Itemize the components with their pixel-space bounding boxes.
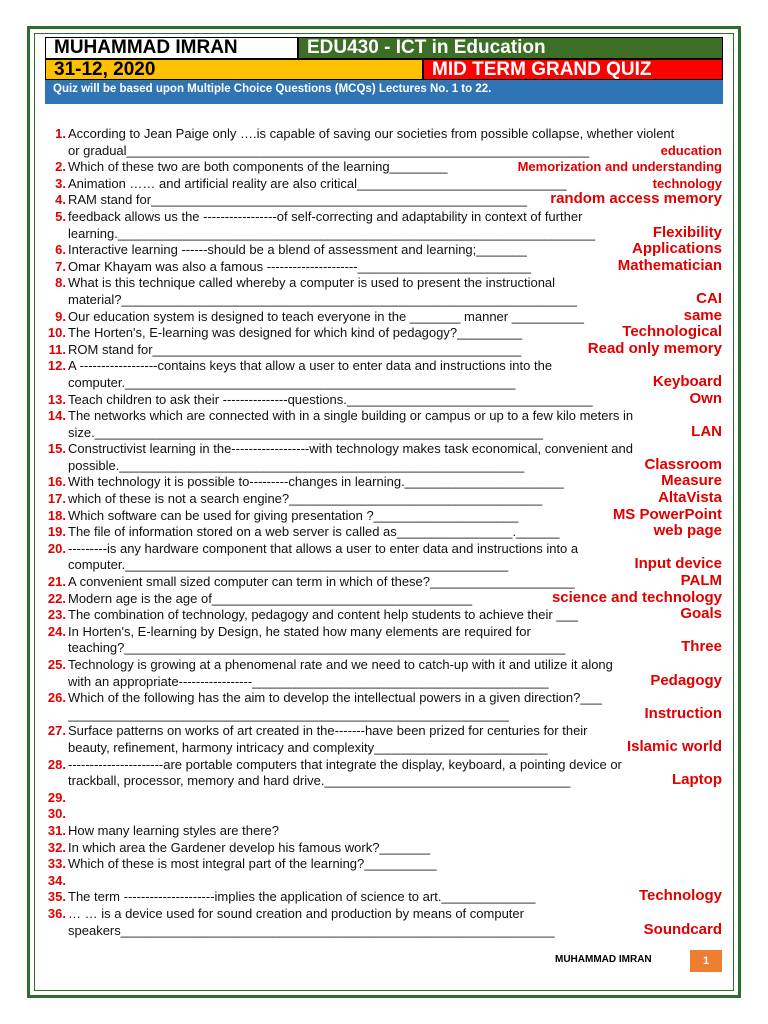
footer-author: MUHAMMAD IMRAN (555, 954, 652, 965)
answer-text: same (683, 306, 722, 324)
question-number: 4. (55, 192, 66, 208)
question-item (40, 690, 726, 723)
question-number: 36. (47, 905, 66, 921)
question-item (40, 840, 726, 857)
answer-text: MS PowerPoint (612, 505, 722, 523)
question-text (68, 474, 726, 491)
question-number: 27. (47, 723, 66, 739)
question-number: 22. (47, 590, 66, 606)
question-item (40, 339, 726, 359)
question-line: The networks which are connected with in a single building or campus or up to a few kilo meters in (68, 408, 634, 424)
question-number: 35. (47, 889, 66, 905)
question-number: 34. (47, 872, 66, 888)
question-text (68, 541, 726, 574)
question-number: 3. (55, 175, 66, 191)
answer-text: Classroom (644, 455, 722, 473)
answer-text: Memorization and understanding (517, 159, 722, 175)
question-line: The term ---------------------implies the application of science to art._____________ (68, 889, 536, 905)
question-text (68, 607, 726, 624)
question-line: ---------is any hardware component that allows a user to enter data and instructions into a (68, 540, 579, 556)
answer-text: Own (689, 389, 722, 407)
answer-text: AltaVista (658, 489, 722, 507)
question-number: 2. (55, 159, 66, 175)
answer-text: Laptop (672, 771, 722, 789)
question-number: 18. (47, 507, 66, 523)
question-line: ----------------------are portable computers that integrate the display, keyboard, a pointing device or (68, 756, 622, 772)
question-text (68, 624, 726, 657)
quiz-date: 31-12, 2020 (45, 59, 423, 80)
question-line: Surface patterns on works of art created in the-------have been prized for centuries for their (68, 723, 588, 739)
question-item (40, 856, 726, 873)
question-item (40, 126, 726, 159)
question-text (68, 358, 726, 391)
question-text (68, 790, 726, 807)
answer-text: technology (652, 175, 722, 191)
question-line: computer.______________________________________________________ (68, 374, 516, 390)
question-item (40, 541, 726, 574)
question-item (40, 889, 726, 906)
question-line: Interactive learning ------should be a blend of assessment and learning;_______ (68, 242, 527, 258)
question-text (68, 840, 726, 857)
question-item (40, 209, 726, 242)
question-line: size.______________________________________________________________ (68, 424, 543, 440)
answer-text: CAI (696, 289, 722, 307)
answer-text: Three (681, 638, 722, 656)
question-line: speakers____________________________________________________________ (68, 922, 555, 938)
author-name: MUHAMMAD IMRAN (45, 37, 298, 59)
answer-text: Goals (680, 605, 722, 623)
question-item (40, 474, 726, 491)
answer-text: LAN (691, 422, 722, 440)
question-item (40, 657, 726, 690)
question-list (40, 126, 726, 939)
question-text (68, 441, 726, 474)
question-number: 7. (55, 258, 66, 274)
quiz-title: MID TERM GRAND QUIZ (423, 59, 723, 80)
question-line: computer._____________________________________________________ (68, 557, 509, 573)
header-row-2 (45, 59, 723, 80)
question-line: Which of these two are both components of the learning________ (68, 159, 448, 175)
answer-text: Flexibility (652, 223, 722, 241)
question-line: beauty, refinement, harmony intricacy and complexity________________________ (68, 739, 548, 755)
header-row-1 (45, 37, 723, 59)
question-line: How many learning styles are there? (68, 822, 279, 838)
question-line: trackball, processor, memory and hard drive.__________________________________ (68, 773, 571, 789)
question-text (68, 873, 726, 890)
question-line (68, 806, 726, 823)
question-item (40, 873, 726, 890)
question-line: Animation …… and artificial reality are also critical_____________________________ (68, 175, 567, 191)
question-line: feedback allows us the -----------------of self-correcting and adaptability in context of further (68, 208, 583, 224)
question-line: A ------------------contains keys that allow a user to enter data and instructions into the (68, 358, 553, 374)
question-text (68, 690, 726, 723)
question-number: 29. (47, 789, 66, 805)
question-text (68, 657, 726, 690)
question-line: RAM stand for____________________________________________________ (68, 192, 528, 208)
question-number: 1. (55, 126, 66, 141)
question-number: 23. (47, 607, 66, 623)
question-text (68, 524, 726, 541)
question-number: 30. (47, 806, 66, 822)
question-number: 15. (47, 441, 66, 457)
question-number: 17. (47, 491, 66, 507)
answer-text: PALM (680, 572, 722, 590)
question-line: Omar Khayam was also a famous ---------------------________________________ (68, 258, 532, 274)
answer-text: Keyboard (652, 372, 722, 390)
question-number: 28. (47, 756, 66, 772)
question-item (40, 806, 726, 823)
question-text (68, 823, 726, 840)
answer-text: education (660, 142, 722, 158)
question-item (40, 757, 726, 790)
question-line: teaching?_____________________________________________________________ (68, 640, 566, 656)
question-line: Modern age is the age of____________________________________ (68, 590, 473, 606)
answer-text: Instruction (644, 704, 722, 722)
question-line: The Horten's, E-learning was designed for which kind of pedagogy?_________ (68, 325, 523, 341)
course-title: EDU430 - ICT in Education (298, 37, 723, 59)
answer-text: Read only memory (587, 339, 722, 357)
question-item (40, 624, 726, 657)
question-line: … … is a device used for sound creation and production by means of computer (68, 905, 524, 921)
answer-text: Soundcard (643, 920, 722, 938)
question-line: What is this technique called whereby a computer is used to present the instructional (68, 275, 556, 291)
question-number: 32. (47, 839, 66, 855)
question-line: In Horten's, E-learning by Design, he stated how many elements are required for (68, 623, 531, 639)
question-number: 16. (47, 474, 66, 490)
question-text (68, 856, 726, 873)
question-item (40, 159, 726, 176)
answer-text: Applications (631, 240, 722, 258)
question-number: 20. (47, 540, 66, 556)
page-number: 1 (690, 950, 722, 972)
question-line: With technology it is possible to---------changes in learning.______________________ (68, 474, 564, 490)
question-item (40, 906, 726, 939)
answer-text: Mathematician (617, 256, 722, 274)
question-line: or gradual________________________________________________________________ (68, 142, 590, 158)
question-text (68, 757, 726, 790)
question-number: 13. (47, 391, 66, 407)
question-item (40, 275, 726, 308)
question-line: Technology is growing at a phenomenal rate and we need to catch-up with it and utilize it along (68, 657, 613, 672)
answer-text: random access memory (550, 190, 722, 208)
question-line: The file of information stored on a web server is called as________________.______ (68, 524, 560, 540)
quiz-note: Quiz will be based upon Multiple Choice Questions (MCQs) Lectures No. 1 to 22. (53, 83, 492, 95)
question-item (40, 524, 726, 541)
question-item (40, 607, 726, 624)
question-text (68, 275, 726, 308)
question-number: 6. (55, 242, 66, 258)
answer-text: Measure (661, 472, 722, 490)
question-text (68, 906, 726, 939)
answer-text: Pedagogy (650, 671, 722, 689)
question-line: with an appropriate-----------------_________________________________________ (68, 673, 549, 689)
question-line: material?_______________________________________________________________ (68, 291, 577, 307)
question-text (68, 209, 726, 242)
question-number: 33. (47, 856, 66, 872)
question-item (40, 823, 726, 840)
question-line: In which area the Gardener develop his famous work?_______ (68, 839, 431, 855)
question-number: 25. (47, 657, 66, 672)
answer-text: Input device (634, 555, 722, 573)
answer-text: Technology (638, 887, 722, 905)
question-number: 11. (48, 341, 66, 357)
question-item (40, 408, 726, 441)
question-line: _____________________________________________________________ (68, 706, 510, 722)
question-number: 5. (55, 208, 66, 224)
question-item (40, 358, 726, 391)
question-item (40, 723, 726, 756)
question-item (40, 256, 726, 276)
question-item (40, 441, 726, 474)
question-number: 8. (55, 275, 66, 291)
question-number: 19. (47, 524, 66, 540)
question-line (68, 790, 726, 807)
question-line: possible.________________________________________________________ (68, 457, 525, 473)
question-line: Constructivist learning in the------------------with technology makes task economical, convenient and (68, 441, 633, 457)
question-item (40, 790, 726, 807)
question-line: ROM stand for___________________________________________________ (68, 341, 522, 357)
question-number: 21. (47, 574, 66, 590)
question-line: The combination of technology, pedagogy and content help students to achieve their ___ (68, 607, 579, 623)
question-line: Our education system is designed to teach everyone in the _______ manner __________ (68, 308, 585, 324)
question-line: Which of these is most integral part of the learning?__________ (68, 856, 437, 872)
answer-text: web page (653, 522, 722, 540)
question-line: learning.__________________________________________________________________ (68, 225, 596, 241)
question-item (40, 192, 726, 209)
question-number: 9. (55, 308, 66, 324)
question-text (68, 889, 726, 906)
answer-text: science and technology (551, 588, 722, 606)
question-number: 12. (47, 358, 66, 374)
question-item (40, 389, 726, 409)
question-number: 31. (47, 822, 66, 838)
question-item (40, 505, 726, 525)
question-text (68, 408, 726, 441)
question-line: Teach children to ask their ---------------questions.__________________________________ (68, 391, 593, 407)
question-number: 24. (47, 623, 66, 639)
answer-text: Technological (622, 323, 722, 341)
question-number: 10. (47, 325, 66, 341)
question-line (68, 873, 726, 890)
question-number: 26. (47, 690, 66, 706)
question-number: 14. (47, 408, 66, 424)
question-text (68, 389, 726, 409)
question-line: A convenient small sized computer can term in which of these?____________________ (68, 574, 575, 590)
question-line: Which software can be used for giving presentation ?____________________ (68, 507, 519, 523)
question-text (68, 806, 726, 823)
question-line: According to Jean Paige only ….is capable of saving our societies from possible collapse, whether violent (68, 126, 675, 141)
question-line: Which of the following has the aim to develop the intellectual powers in a given direction?___ (68, 690, 603, 706)
question-item (40, 588, 726, 608)
header-note-row (45, 80, 723, 104)
question-line: which of these is not a search engine?___________________________________ (68, 491, 543, 507)
answer-text: Islamic world (626, 737, 722, 755)
question-text (68, 126, 726, 159)
